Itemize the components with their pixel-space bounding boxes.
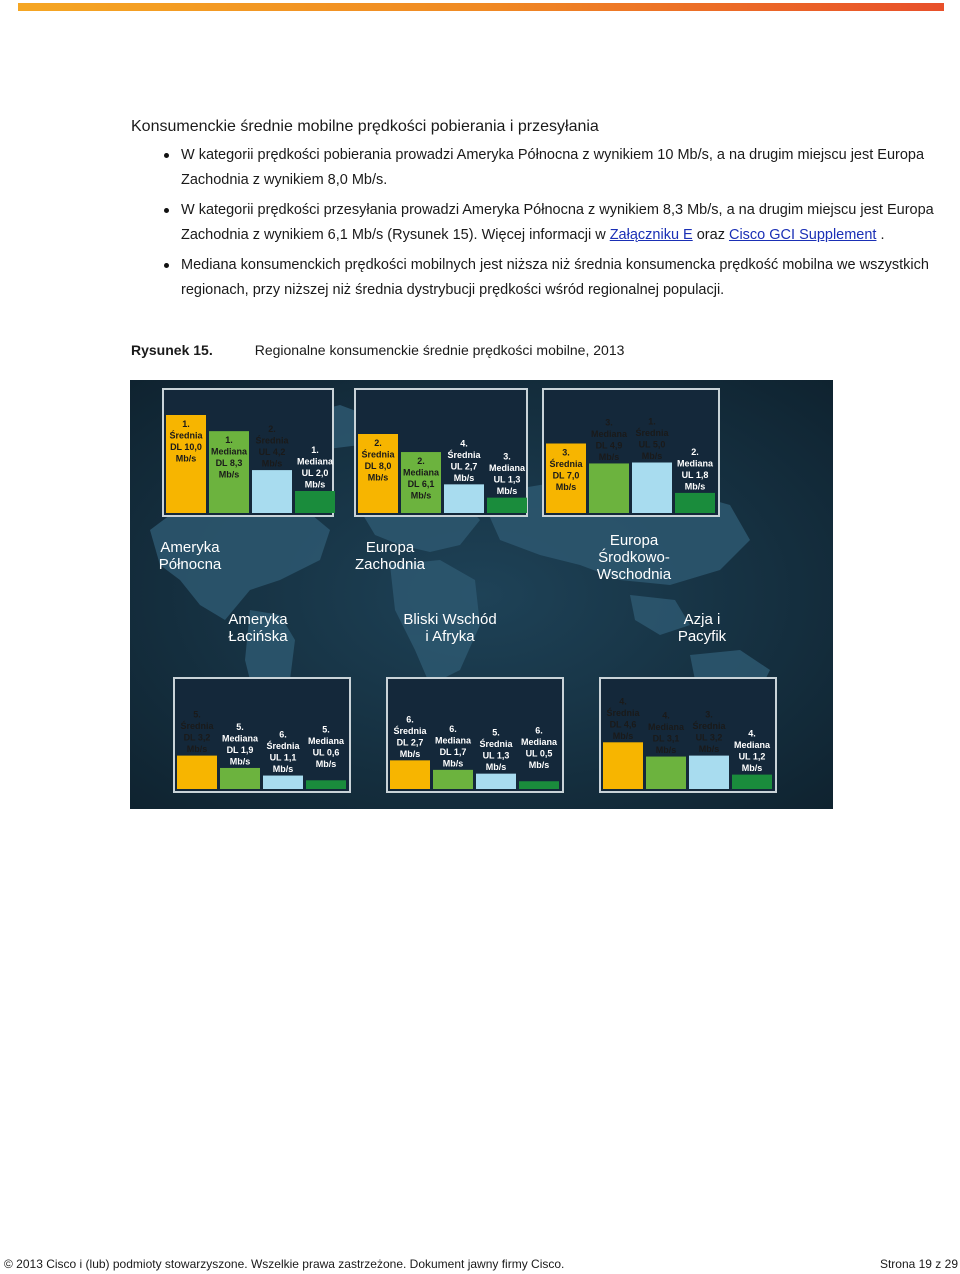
region-name-0: Ameryka Północna xyxy=(158,539,222,573)
bar-avg-dl-4 xyxy=(390,760,430,789)
data-label-avg-dl-5: 4. Średnia DL 4,6 Mb/s xyxy=(606,696,640,741)
regional-speed-map-chart xyxy=(130,380,833,809)
data-label-avg-ul-2: 1. Średnia UL 5,0 Mb/s xyxy=(635,416,669,461)
bullet-list xyxy=(181,143,946,308)
bullet-upload-leaders xyxy=(181,198,946,248)
bar-avg-dl-5 xyxy=(603,742,643,789)
figure-label: Rysunek 15. xyxy=(131,342,213,358)
data-label-avg-ul-0: 2. Średnia UL 4,2 Mb/s xyxy=(255,424,289,469)
bar-avg-ul-3 xyxy=(263,776,303,789)
bar-avg-ul-0 xyxy=(252,470,292,513)
bullet-upload-end: . xyxy=(876,227,885,243)
data-label-median-dl-4: 6. Mediana DL 1,7 Mb/s xyxy=(434,723,472,769)
region-name-3: Ameryka Łacińska xyxy=(228,611,288,645)
data-label-avg-ul-4: 5. Średnia UL 1,3 Mb/s xyxy=(479,727,513,773)
bullet-upload-text: W kategorii prędkości przesyłania prowadzi Ameryka Północna z wynikiem 8,3 Mb/s, a na drugim miejscu jest Europa Zachodnia z wynikiem 6,1 Mb/s (Rysunek 15). Więcej informacji w xyxy=(181,202,934,243)
data-label-avg-dl-3: 5. Średnia DL 3,2 Mb/s xyxy=(180,709,214,755)
data-label-median-ul-0: 1. Mediana UL 2,0 Mb/s xyxy=(296,445,334,490)
region-name-2: Europa Środkowo-Wschodnia xyxy=(596,532,672,583)
bar-median-ul-2 xyxy=(675,493,715,513)
bullet-median-note: Mediana konsumenckich prędkości mobilnych jest niższa niż średnia konsumencka prędkość mobilna we wszystkich regionach, przy niższej niż średnia dystrybucji prędkości wśród regionalnej populacji. xyxy=(181,253,946,303)
data-label-avg-dl-0: 1. Średnia DL 10,0 Mb/s xyxy=(169,419,203,464)
bullet-upload-conj: oraz xyxy=(692,227,729,243)
data-label-avg-ul-1: 4. Średnia UL 2,7 Mb/s xyxy=(447,438,481,483)
data-label-avg-ul-3: 6. Średnia UL 1,1 Mb/s xyxy=(266,729,300,775)
bar-median-dl-3 xyxy=(220,768,260,789)
data-label-median-ul-3: 5. Mediana UL 0,6 Mb/s xyxy=(307,724,345,769)
bar-avg-ul-4 xyxy=(476,774,516,789)
bar-avg-ul-5 xyxy=(689,756,729,789)
bar-median-ul-1 xyxy=(487,498,527,513)
data-label-median-dl-5: 4. Mediana DL 3,1 Mb/s xyxy=(647,710,685,756)
bullet-download-leaders: W kategorii prędkości pobierania prowadzi Ameryka Północna z wynikiem 10 Mb/s, a na drugim miejscu jest Europa Zachodnia z wynikiem 8,0 Mb/s. xyxy=(181,143,946,193)
data-label-avg-dl-2: 3. Średnia DL 7,0 Mb/s xyxy=(549,447,583,492)
region-name-5: Azja i Pacyfik xyxy=(677,611,727,645)
figure-caption xyxy=(131,342,624,358)
bar-median-ul-0 xyxy=(295,491,335,513)
data-label-avg-dl-1: 2. Średnia DL 8,0 Mb/s xyxy=(361,438,395,483)
data-label-avg-dl-4: 6. Średnia DL 2,7 Mb/s xyxy=(393,714,427,759)
bar-avg-ul-2 xyxy=(632,463,672,514)
section-heading: Konsumenckie średnie mobilne prędkości pobierania i przesyłania xyxy=(131,118,599,135)
cisco-gci-supplement-link[interactable]: Cisco GCI Supplement xyxy=(728,227,877,243)
figure-title: Regionalne konsumenckie średnie prędkości mobilne, 2013 xyxy=(254,342,625,358)
data-label-avg-ul-5: 3. Średnia UL 3,2 Mb/s xyxy=(692,709,726,755)
data-label-median-dl-0: 1. Mediana DL 8,3 Mb/s xyxy=(210,435,248,480)
bar-median-dl-5 xyxy=(646,757,686,789)
data-label-median-ul-2: 2. Mediana UL 1,8 Mb/s xyxy=(676,446,714,492)
footer-page-number: Strona 19 z 29 xyxy=(879,1257,958,1271)
data-label-median-ul-5: 4. Mediana UL 1,2 Mb/s xyxy=(733,728,771,774)
bar-avg-dl-3 xyxy=(177,756,217,789)
data-label-median-dl-2: 3. Mediana DL 4,9 Mb/s xyxy=(590,417,628,462)
appendix-e-link[interactable]: Załączniku E xyxy=(609,227,693,243)
region-name-4: Bliski Wschód i Afryka xyxy=(403,611,497,645)
top-accent-bar xyxy=(18,3,944,11)
data-label-median-ul-1: 3. Mediana UL 1,3 Mb/s xyxy=(488,451,526,497)
data-label-median-dl-1: 2. Mediana DL 6,1 Mb/s xyxy=(402,456,440,501)
bar-median-dl-2 xyxy=(589,463,629,513)
data-label-median-dl-3: 5. Mediana DL 1,9 Mb/s xyxy=(221,721,259,767)
bar-median-ul-3 xyxy=(306,780,346,789)
bar-median-ul-4 xyxy=(519,781,559,789)
page-footer xyxy=(4,1257,958,1271)
data-label-median-ul-4: 6. Mediana UL 0,5 Mb/s xyxy=(520,725,558,770)
region-name-1: Europa Zachodnia xyxy=(354,539,426,573)
bar-median-ul-5 xyxy=(732,775,772,789)
footer-copyright: © 2013 Cisco i (lub) podmioty stowarzyszone. Wszelkie prawa zastrzeżone. Dokument jawny firmy Cisco. xyxy=(4,1257,565,1271)
bar-avg-ul-1 xyxy=(444,484,484,513)
bar-median-dl-4 xyxy=(433,770,473,789)
